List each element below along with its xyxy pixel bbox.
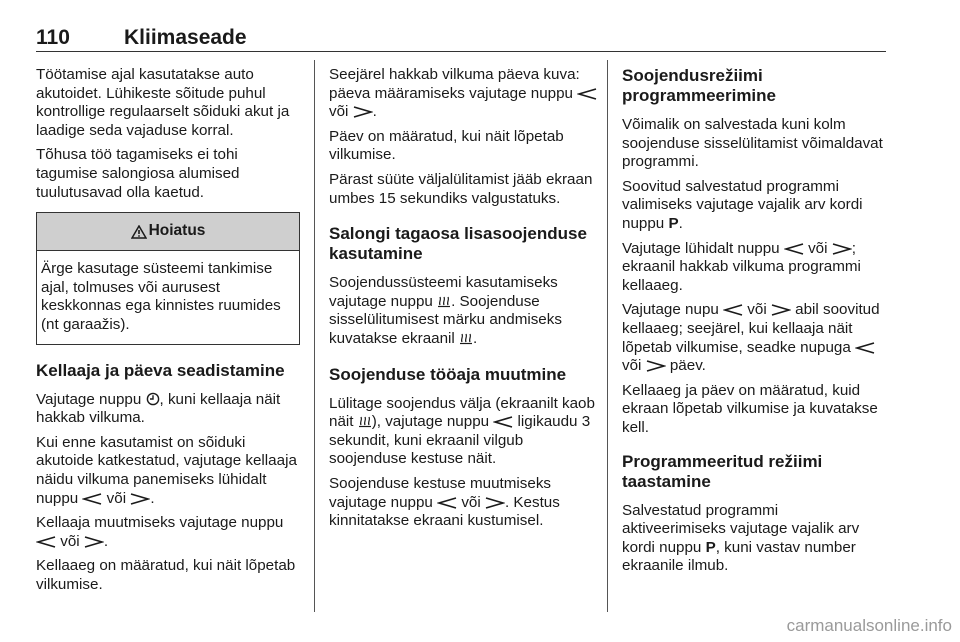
arrow-right-icon xyxy=(832,243,852,255)
column-divider xyxy=(607,60,608,612)
arrow-left-icon xyxy=(437,497,457,509)
column-divider xyxy=(314,60,315,612)
key-p: P xyxy=(705,538,716,556)
arrow-right-icon xyxy=(84,536,104,548)
paragraph: Pärast süüte väljalülitamist jääb ekraan umbes 15 sekundiks valgustatuks. xyxy=(329,170,593,207)
paragraph: Salvestatud programmi aktiveerimiseks vajutage vajalik arv kordi nuppu P, kuni vastav number ekraanile ilmub. xyxy=(622,501,860,575)
paragraph: Päev on määratud, kui näit lõpetab vilkumise. xyxy=(329,127,564,164)
heading-clock-setting: Kellaaja ja päeva seadistamine xyxy=(36,360,285,380)
section-title: Kliimaseade xyxy=(124,26,247,49)
arrow-left-icon xyxy=(577,88,597,100)
key-p: P xyxy=(668,214,679,232)
heading-heater-duration: Soojenduse tööaja muutmine xyxy=(329,364,567,384)
heading-restore-program: Programmeeritud režiimi taastamine xyxy=(622,451,823,491)
warning-text: Ärge kasutage süsteemi tankimise ajal, tolmuses või aurusest keskkonnas ega kinnistes ruumides (nt garaažis). xyxy=(41,260,281,333)
paragraph: Seejärel hakkab vilkuma päeva kuva: päeva määramiseks vajutage nuppu või . xyxy=(329,66,599,122)
watermark-link[interactable]: carmanualsonline.info xyxy=(786,616,952,635)
heat-waves-icon xyxy=(358,414,372,428)
paragraph: Vajutage nuppu , kuni kellaaja näit hakkab vilkuma. xyxy=(36,390,281,427)
clock-icon xyxy=(146,392,160,406)
arrow-right-icon xyxy=(646,360,666,372)
paragraph: Kui enne kasutamist on sõiduki akutoide katkestatud, vajutage kellaaja näidu vilkuma panemiseks lühidalt nuppu või . xyxy=(36,433,297,507)
arrow-left-icon xyxy=(493,416,513,428)
column-1 xyxy=(36,66,300,600)
heading-programming: Soojendusrežiimi programmeerimine xyxy=(622,66,776,105)
column-2 xyxy=(329,66,599,537)
paragraph: Vajutage lühidalt nuppu või ; ekraanil hakkab vilkuma programmi kellaaeg. xyxy=(622,239,861,294)
paragraph: Kellaaeg on määratud, kui näit lõpetab vilkumise. xyxy=(36,557,296,593)
paragraph: Soojenduse kestuse muutmiseks vajutage nuppu või . Kestus kinnitatakse ekraani kustumisel. xyxy=(329,474,560,530)
page-header xyxy=(36,26,886,52)
paragraph: Soojendussüsteemi kasutamiseks vajutage nuppu . Soojenduse sisselülitumisest märku andmiseks kuvatakse ekraanil . xyxy=(329,274,562,347)
arrow-left-icon xyxy=(855,342,875,354)
arrow-left-icon xyxy=(723,304,743,316)
paragraph: Vajutage nupu või abil soovitud kellaaeg; seejärel, kui kellaaja näit lõpetab vilkumise, seadke nupuga või päev. xyxy=(622,301,880,375)
warning-triangle-icon xyxy=(131,225,147,239)
arrow-right-icon xyxy=(130,493,150,505)
paragraph: Kellaaeg ja päev on määratud, kuid ekraan lõpetab vilkumise ja kuvatakse kell. xyxy=(622,381,878,436)
arrow-right-icon xyxy=(771,304,791,316)
paragraph: Töötamise ajal kasutatakse auto akutoidet. Lühikeste sõitude puhul kontrollige regulaarselt sõiduki akut ja laadige seda vajaduse korral. xyxy=(36,66,290,139)
warning-header xyxy=(37,213,299,251)
header-rule xyxy=(36,51,886,52)
heat-waves-icon xyxy=(459,331,473,345)
column-3 xyxy=(622,66,884,582)
warning-box xyxy=(36,212,300,344)
paragraph: Võimalik on salvestada kuni kolm soojenduse sisselülitamist võimaldavat programmi. xyxy=(622,116,883,171)
arrow-right-icon xyxy=(353,106,373,118)
arrow-left-icon xyxy=(82,493,102,505)
paragraph: Soovitud salvestatud programmi valimiseks vajutage vajalik arv kordi nuppu P. xyxy=(622,177,863,232)
paragraph: Lülitage soojendus välja (ekraanilt kaob näit ), vajutage nuppu ligikaudu 3 sekundit, kuni ekraanil vilgub soojenduse kestuse näit. xyxy=(329,394,595,468)
page-number: 110 xyxy=(36,26,70,49)
warning-title: Hoiatus xyxy=(148,222,206,240)
heading-rear-heater: Salongi tagaosa lisasoojenduse kasutamine xyxy=(329,224,587,264)
heat-waves-icon xyxy=(437,294,451,308)
paragraph: Tõhusa töö tagamiseks ei tohi tagumise salongiosa alumised tuulutusavad olla kaetud. xyxy=(36,146,240,201)
arrow-left-icon xyxy=(36,536,56,548)
arrow-right-icon xyxy=(485,497,505,509)
paragraph: Kellaaja muutmiseks vajutage nuppu või . xyxy=(36,514,284,550)
arrow-left-icon xyxy=(784,243,804,255)
